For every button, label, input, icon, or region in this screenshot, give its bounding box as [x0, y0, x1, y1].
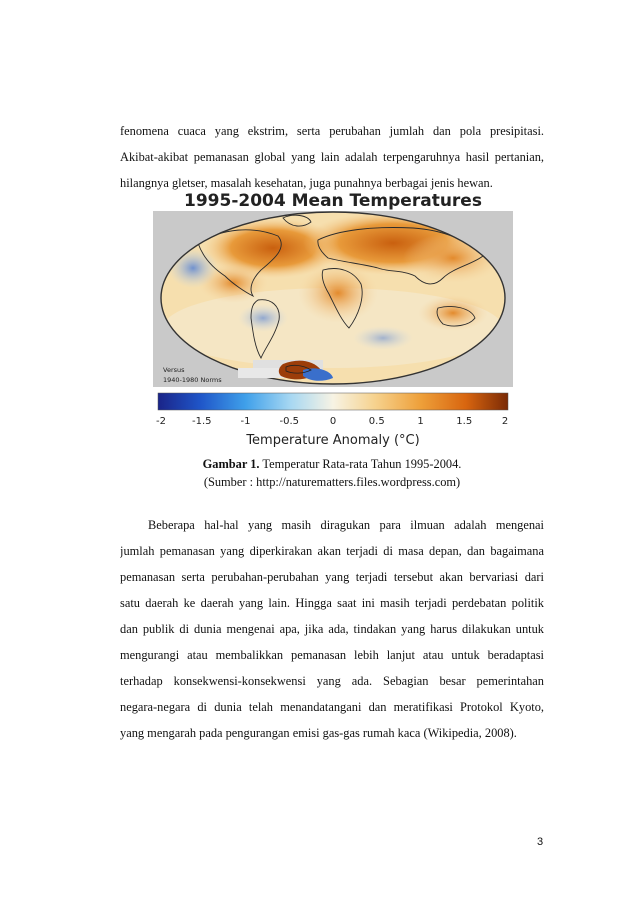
text-line: mengurangi atau membalikkan pemanasan lebih lanjut atau untuk beradaptasi [120, 648, 544, 662]
scale-tick-label: -1 [240, 416, 251, 427]
text-line: Akibat-akibat pemanasan global yang lain adalah terpengaruhnya hasil pertanian, [120, 150, 544, 164]
text-line: pemanasan serta perubahan-perubahan yang terjadi tersebut akan bervariasi dari [120, 570, 544, 584]
text-line: hilangnya gletser, masalah kesehatan, juga punahnya berbagai jenis hewan. [120, 176, 493, 190]
scale-tick-label: -0.5 [279, 416, 300, 427]
text-line: terhadap konsekwensi-konsekwensi yang ada. Sebagian besar pemerintahan [120, 674, 544, 688]
text-line: satu daerah ke daerah yang lain. Hingga saat ini masih terjadi perdebatan politik [120, 596, 544, 610]
text-line: Beberapa hal-hal yang masih diragukan para ilmuan adalah mengenai [148, 518, 544, 532]
versus-label-norms: 1940-1980 Norms [163, 376, 222, 384]
scale-tick-label: 1 [417, 416, 424, 427]
text-line: jumlah pemanasan yang diperkirakan akan terjadi di masa depan, dan bagaimana [120, 544, 544, 558]
text-line: fenomena cuaca yang ekstrim, serta perubahan jumlah dan pola presipitasi. [120, 124, 544, 138]
page-number: 3 [537, 836, 544, 848]
scale-tick-label: 2 [501, 416, 509, 427]
caption-label: Gambar 1. [202, 457, 260, 471]
text-line: dan publik di dunia mengenai apa, jika ada, tindakan yang harus dilakukan untuk [120, 622, 544, 636]
figure-caption [120, 457, 544, 472]
color-scale-bar [158, 393, 508, 410]
paragraph-2 [120, 512, 544, 746]
versus-label: Versus [163, 366, 185, 374]
scale-ticks [156, 416, 508, 427]
scale-tick-label: 1.5 [456, 416, 473, 427]
text-line: negara-negara di dunia telah menandatangani dan meratifikasi Protokol Kyoto, [120, 700, 544, 714]
text-line: yang mengarah pada pengurangan emisi gas-gas rumah kaca (Wikipedia, 2008). [120, 726, 517, 740]
scale-tick-label: -2 [156, 416, 166, 427]
scale-tick-label: -1.5 [191, 416, 212, 427]
temperature-map-figure [153, 188, 513, 450]
paragraph-1 [120, 118, 544, 196]
figure-title: 1995-2004 Mean Temperatures [184, 191, 482, 211]
scale-tick-label: 0 [329, 416, 337, 427]
figure-source: (Sumber : http://naturematters.files.wordpress.com) [203, 475, 461, 489]
scale-label: Temperature Anomaly (°C) [246, 433, 420, 448]
scale-tick-label: 0.5 [368, 416, 385, 427]
caption-text: Temperatur Rata-rata Tahun 1995-2004. [259, 457, 462, 471]
